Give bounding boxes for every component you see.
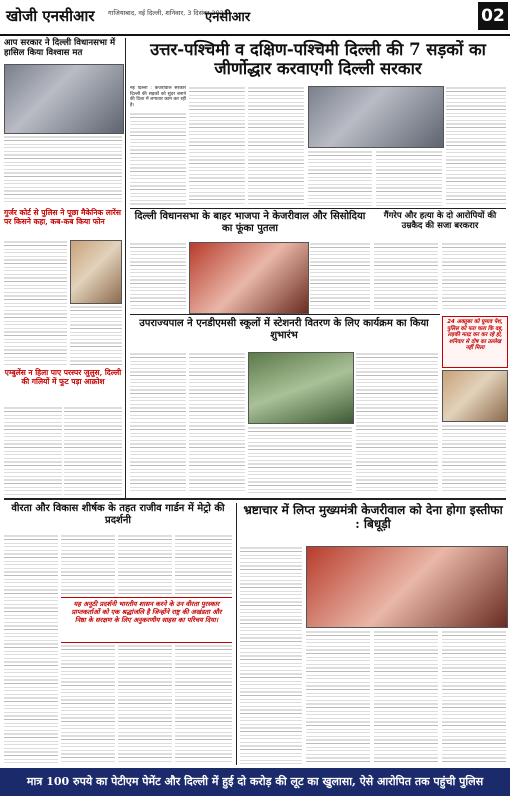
gangster-body	[4, 240, 67, 365]
column-rule	[125, 38, 126, 498]
section-rule-2	[130, 314, 440, 315]
section-name: एनसीआर	[205, 10, 251, 25]
school-body-3	[248, 426, 352, 494]
metro-body-1	[4, 534, 58, 764]
metro-body-7	[175, 644, 232, 764]
judge-photo	[442, 370, 508, 422]
metro-body-2	[61, 534, 115, 594]
right-body	[442, 424, 506, 494]
school-body-1	[130, 352, 186, 494]
main-body-5	[376, 150, 442, 206]
ambulance-headline: एम्बुलेंस न हिला पाए परस्पर जुलुस, दिल्ली की गलियों में फूट पड़ा आक्रोश	[4, 368, 122, 386]
school-headline: उपराज्यपाल ने एनडीएमसी स्कूलों में स्टेशनरी वितरण के लिए कार्यक्रम का किया शुभारंभ	[139, 318, 429, 341]
school-body-4	[356, 352, 438, 494]
gangster-headline-box	[4, 208, 122, 238]
left-top-body	[4, 135, 122, 205]
bidhuri-body-1	[240, 546, 302, 764]
bidhuri-body-3	[374, 630, 438, 764]
gangrape-body-2	[442, 242, 506, 312]
dateline: गाजियाबाद, नई दिल्ली, शनिवार, 3 दिसंबर 2022	[108, 9, 228, 17]
bidhuri-headline-box	[240, 503, 506, 543]
gangster-photo	[70, 240, 122, 304]
bidhuri-photo	[306, 546, 508, 628]
gangrape-headline-box	[374, 211, 506, 239]
gangrape-body-1	[374, 242, 438, 312]
left-top-headline: आप सरकार ने दिल्ली विधानसभा में हासिल किया विश्वास मत	[4, 38, 116, 58]
main-body-1b	[130, 112, 186, 206]
section-rule-3	[4, 498, 506, 500]
bidhuri-headline: भ्रष्टाचार में लिप्त मुख्यमंत्री केजरीवाल को देना होगा इस्तीफा : बिधूड़ी	[243, 503, 503, 531]
school-body-2	[189, 352, 245, 494]
left-top-headline-box	[4, 38, 122, 62]
main-body-3	[248, 86, 304, 206]
metro-headline-box	[4, 503, 232, 531]
bidhuri-body-2	[306, 630, 370, 764]
right-pullquote-box	[442, 316, 508, 368]
main-headline-box	[130, 40, 506, 82]
ambulance-body-2	[64, 406, 122, 496]
main-lead-text: नई दिल्ली : केजरीवाल सरकार दिल्ली की सड़कों को सुंदर बनाने की दिशा में लगातार काम कर रही है।	[130, 86, 186, 108]
main-headline: उत्तर-पश्चिमी व दक्षिण-पश्चिमी दिल्ली की 7 सड़कों का जीर्णोद्धार करवाएगी दिल्ली सरकार	[150, 40, 486, 78]
main-body-2	[189, 86, 245, 206]
section-rule	[130, 208, 506, 209]
newspaper-logo: खोजी एनसीआर	[6, 7, 95, 25]
gangster-headline: गुर्जर कोर्ट से पुलिस ने पूछा मैकेनिक लारेंस पर किसने कहा, कब-कब किया फोन	[4, 208, 121, 226]
gangster-body-2	[70, 305, 122, 365]
right-pullquote: 24 अक्तूबर को घुमाव पेश, पुलिस को पता चला कि वह, लड़की मतद्र कर कर रहे हो, शनिवार से दोष का उल्लेख नहीं मिला	[446, 319, 504, 352]
column-rule-2	[236, 503, 237, 765]
bidhuri-body-4	[442, 630, 506, 764]
metro-pullquote: यह अनूठी प्रदर्शनी भारतीय शासन करने के उन वीरता पुरस्कार प्राप्तकर्ताओं को एक श्रद्धांजलि है जिन्होंने राष्ट्र की अखंडता और निष्ठा के सरक्षण के लिए अनुकरणीय साहस का परिचय दिया।	[71, 600, 222, 624]
masthead	[0, 0, 510, 36]
page-number: 02	[478, 2, 508, 30]
minister-photo	[308, 86, 444, 148]
protest-photo	[189, 242, 309, 314]
metro-body-5	[61, 644, 115, 764]
protest-headline: दिल्ली विधानसभा के बाहर भाजपा ने केजरीवाल और सिसोदिया का फूंका पुतला	[134, 211, 366, 234]
protest-headline-box	[130, 211, 370, 239]
school-photo	[248, 352, 354, 424]
protest-body-2	[310, 242, 370, 312]
main-body-4	[308, 150, 372, 206]
metro-body-3	[118, 534, 172, 594]
metro-headline: वीरता और विकास शीर्षक के तहत राजीव गार्डन में मेट्रो की प्रदर्शनी	[11, 503, 225, 526]
ambulance-body-1	[4, 406, 62, 496]
metro-pullquote-box	[61, 597, 232, 643]
ambulance-headline-box	[4, 368, 122, 404]
metro-body-6	[118, 644, 172, 764]
metro-body-4	[175, 534, 232, 594]
bottom-banner-headline: मात्र 100 रुपये का पेटीएम पेमेंट और दिल्ली में हुई दो करोड़ की लूट का खुलासा, ऐसे आरोपित तक पहुंची पुलिस	[0, 768, 510, 796]
gangrape-headline: गैंगरेप और हत्या के दो आरोपियों की उम्रकैद की सजा बरकरार	[383, 211, 497, 231]
main-body-6	[446, 86, 506, 206]
assembly-photo	[4, 64, 124, 134]
school-headline-box	[130, 318, 438, 348]
protest-body-1	[130, 242, 186, 312]
